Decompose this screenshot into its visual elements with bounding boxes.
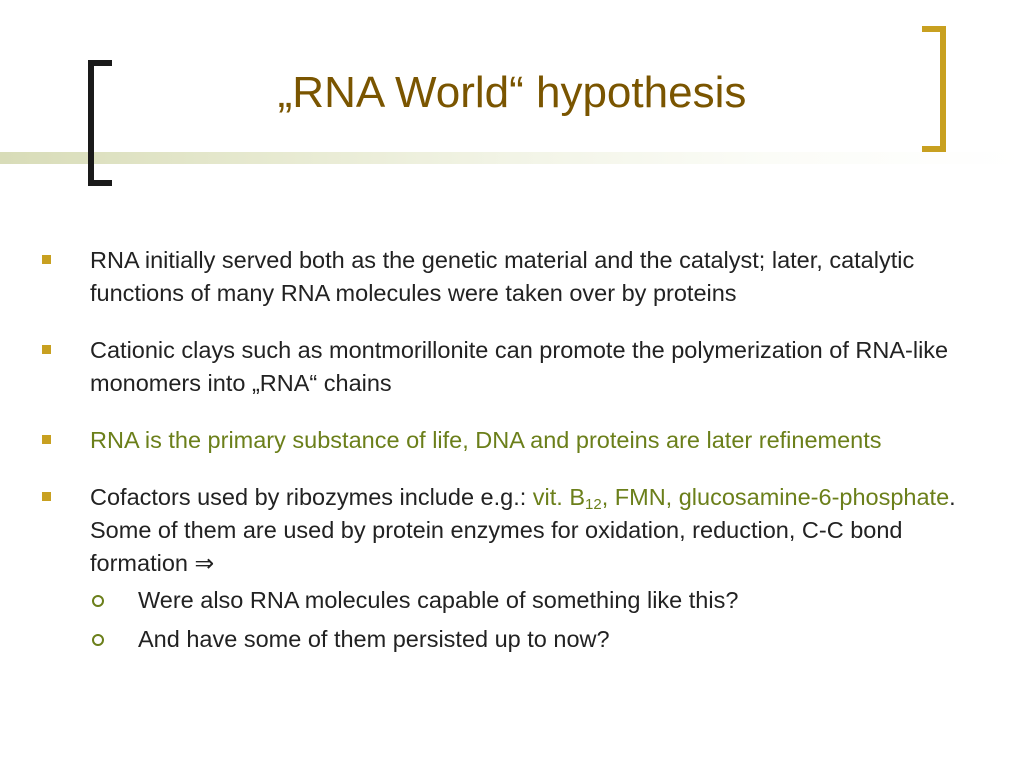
bullet-item-4 (40, 481, 1000, 580)
sub-bullet-list (40, 584, 1000, 656)
square-bullet-icon (42, 345, 51, 354)
ring-bullet-icon (92, 634, 104, 646)
slide-title: „RNA World“ hypothesis (277, 68, 747, 117)
bullet-item-1 (40, 244, 1000, 310)
square-bullet-icon (42, 492, 51, 501)
bullet-item-3 (40, 424, 1000, 457)
cofactor-vitamin-highlight: vit. B (532, 484, 586, 510)
ring-bullet-icon (92, 595, 104, 607)
sub-bullet-text: Were also RNA molecules capable of something like this? (138, 587, 739, 613)
sub-bullet-text: And have some of them persisted up to now? (138, 626, 610, 652)
bullet-text-part1: Cofactors used by ribozymes include e.g.: (90, 484, 533, 510)
bullet-text-part2: . Some of them are used by protein enzymes for oxidation, reduction, C-C bond formation (90, 484, 956, 576)
header-decorative-bar (0, 152, 1024, 164)
bullet-text: Cationic clays such as montmorillonite can promote the polymerization of RNA-like monomers into „RNA“ chains (90, 337, 949, 396)
sub-bullet-item-2 (90, 623, 1000, 656)
square-bullet-icon (42, 255, 51, 264)
implies-arrow-icon: ⇒ (194, 550, 215, 576)
bullet-text: RNA is the primary substance of life, DNA and proteins are later refinements (90, 427, 882, 453)
bullet-text: RNA initially served both as the genetic material and the catalyst; later, catalytic functions of many RNA molecules were taken over by proteins (90, 247, 915, 306)
vitamin-subscript: 12 (585, 496, 602, 513)
cofactor-list-highlight: , FMN, glucosamine-6-phosphate (601, 484, 950, 510)
bullet-list (40, 244, 1000, 662)
square-bullet-icon (42, 435, 51, 444)
bullet-item-2 (40, 334, 1000, 400)
sub-bullet-item-1 (90, 584, 1000, 617)
